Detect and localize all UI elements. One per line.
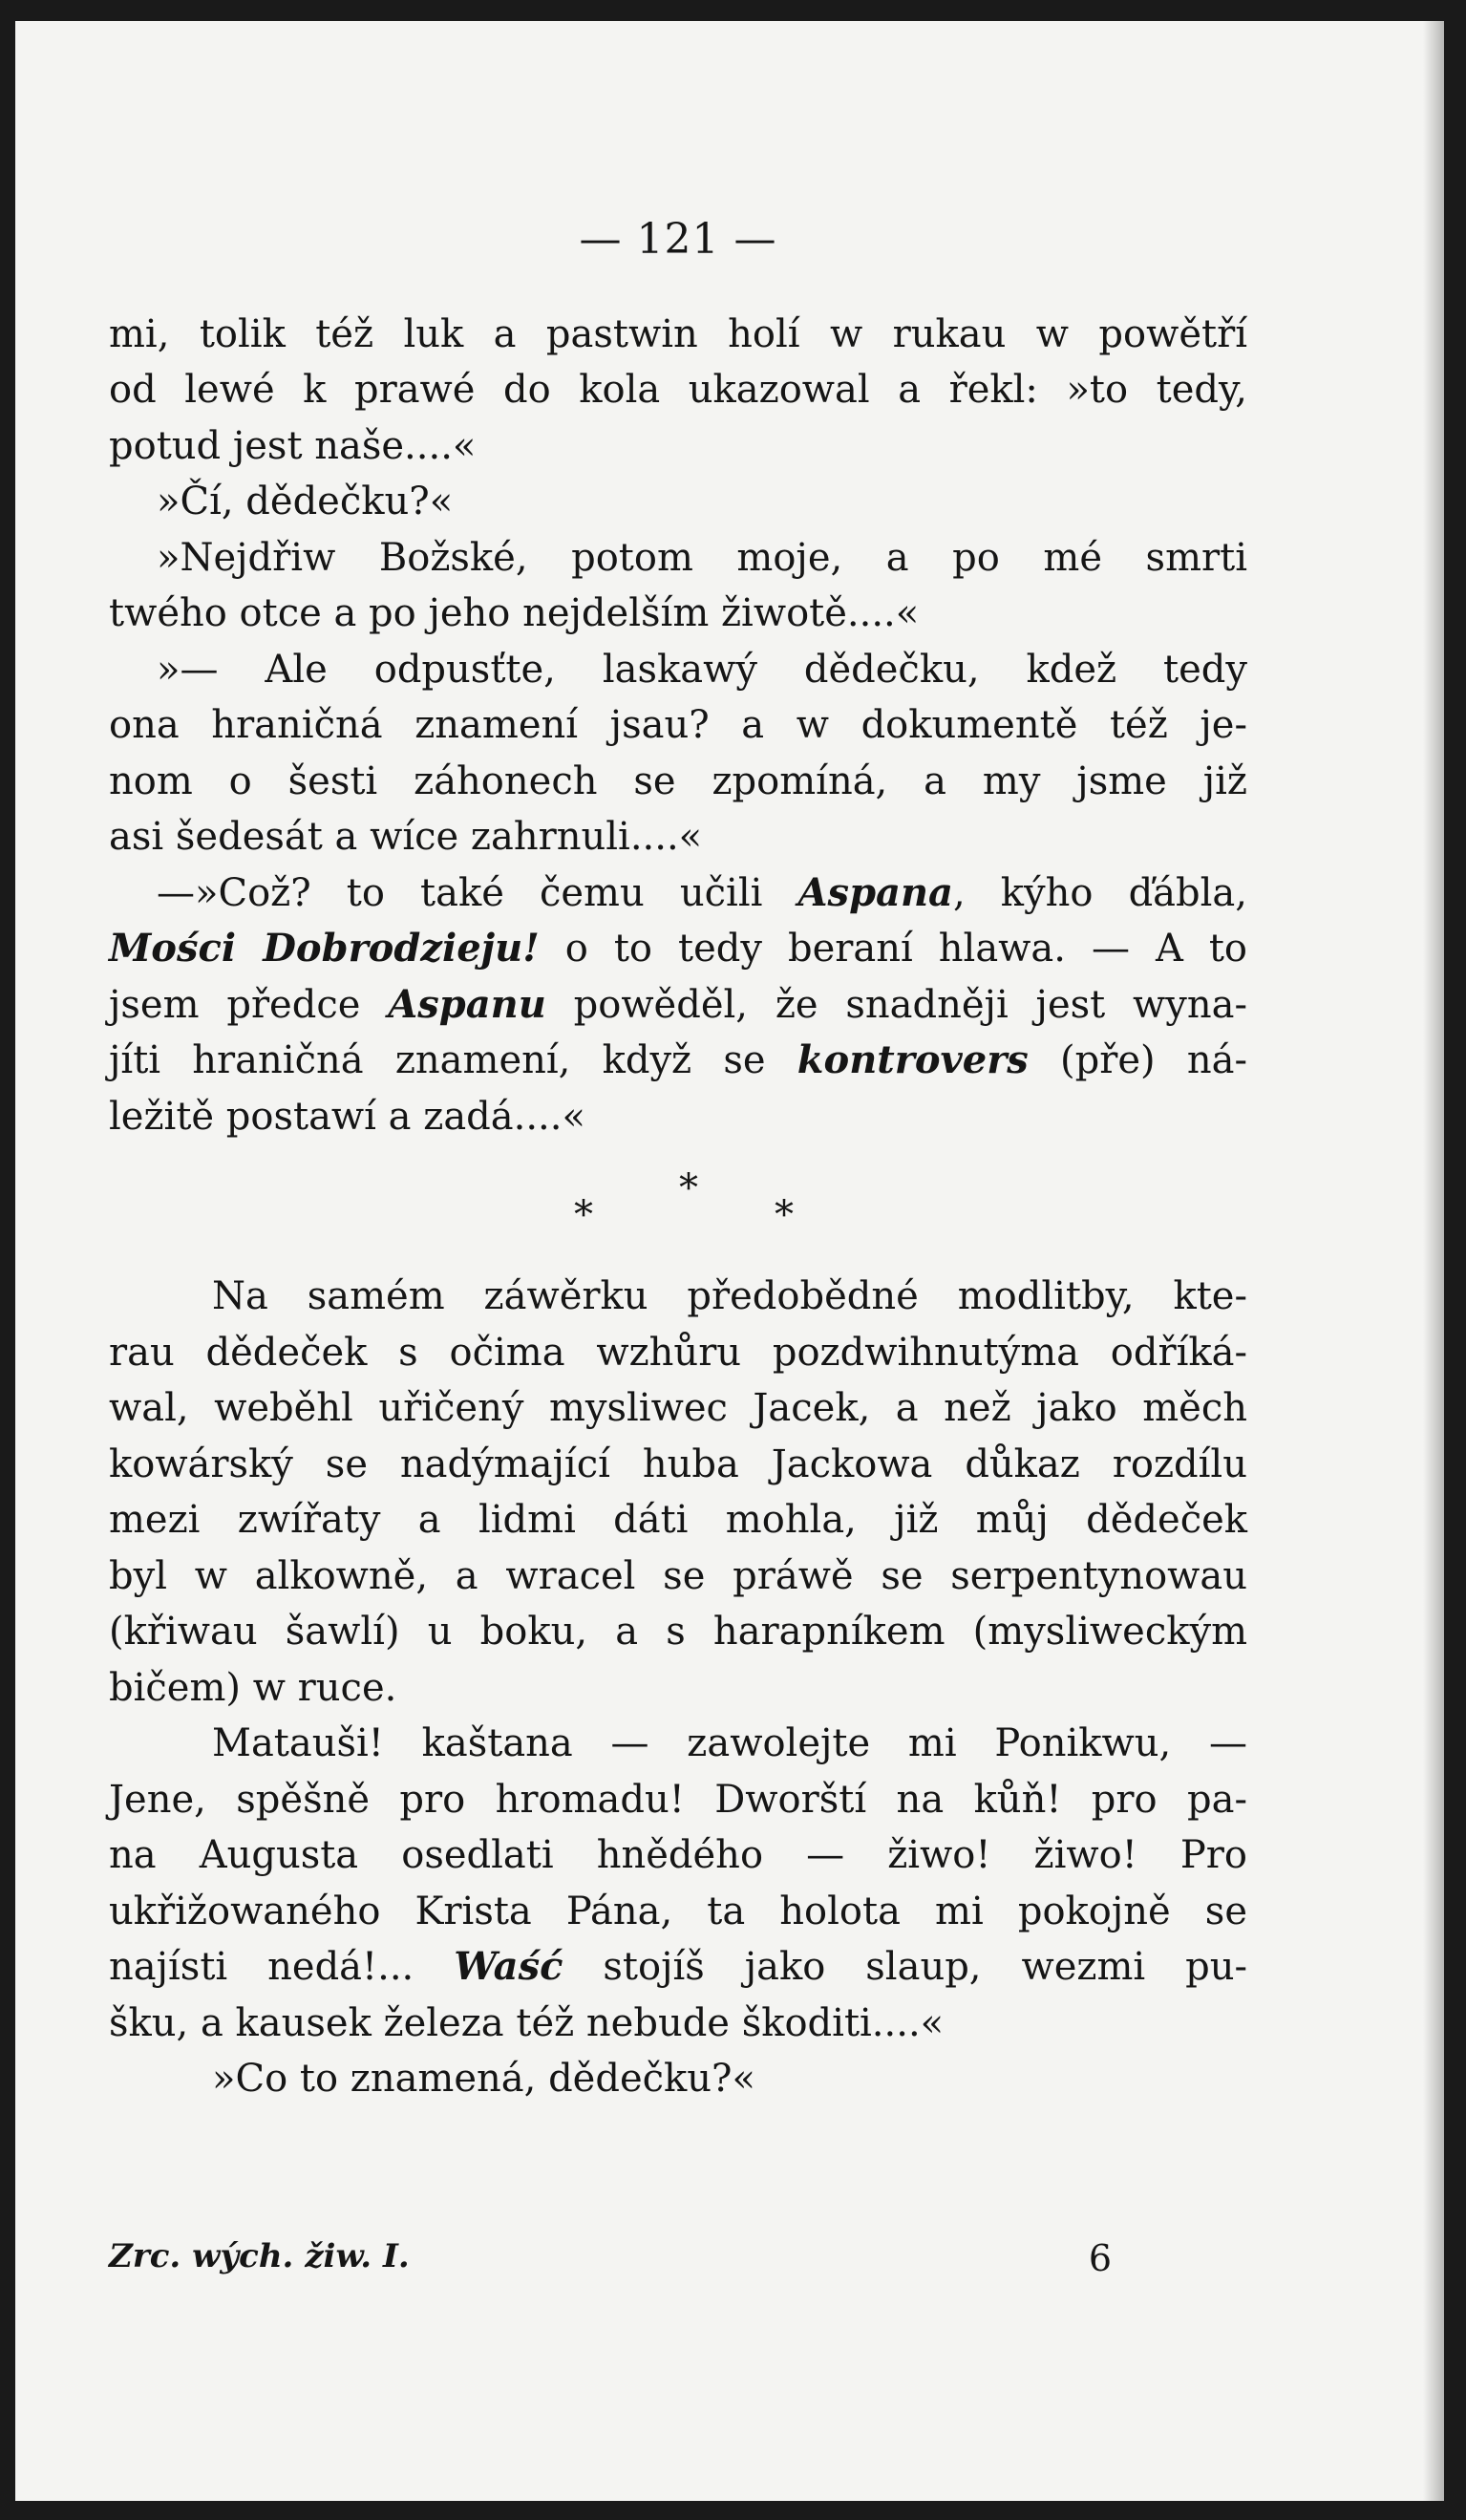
text-line: šku, a kausek železa též nebude škoditi....« xyxy=(109,2000,945,2045)
paragraph xyxy=(109,642,1247,865)
page-number: — 121 — xyxy=(579,215,777,264)
text-line xyxy=(109,977,1247,1034)
paragraph xyxy=(109,865,1247,1145)
text-run: jíti hraničná znamení, když se xyxy=(109,1038,797,1082)
paragraph xyxy=(109,2051,1247,2107)
asterisk: * xyxy=(574,1193,593,1237)
text-run: powěděl, že snadněji jest wyna- xyxy=(545,982,1247,1027)
text-line: wal, weběhl uřičený mysliwec Jacek, a než jako měch xyxy=(109,1386,1247,1430)
text-run: o to tedy beraní hlawa. — A to xyxy=(539,927,1248,971)
sheet-number: 6 xyxy=(1088,2237,1112,2279)
text-line: ona hraničná znamení jsau? a w dokumentě též je- xyxy=(109,703,1247,747)
text-run: najísti nedá!... xyxy=(109,1945,455,1989)
text-line: bičem) w ruce. xyxy=(109,1665,397,1710)
text-line: mezi zwířaty a lidmi dáti mohla, již můj dědeček xyxy=(109,1498,1247,1542)
paragraph xyxy=(109,474,1247,530)
text-run: , kýho ďábla, xyxy=(952,870,1247,915)
asterisk: * xyxy=(775,1193,794,1237)
text-line: Matauši! kaštana — zawolejte mi Ponikwu, — xyxy=(212,1721,1247,1765)
text-line xyxy=(109,921,1247,977)
text-line: twého otce a po jeho nejdelším žiwotě....« xyxy=(109,591,920,635)
text-line: Na samém záwěrku předobědné modlitby, kte- xyxy=(212,1274,1247,1318)
paragraph xyxy=(109,1716,1247,2051)
page-edge-shadow xyxy=(1423,21,1444,2501)
text-line: na Augusta osedlati hnědého — žiwo! žiwo! Pro xyxy=(109,1833,1247,1877)
italic-word: Waść xyxy=(454,1944,563,1989)
section-separator xyxy=(109,1144,1247,1269)
text-line: asi šedesát a wíce zahrnuli....« xyxy=(109,815,703,859)
text-line: »Nejdřiw Božské, potom moje, a po mé smrti xyxy=(157,535,1247,580)
book-page xyxy=(15,21,1444,2501)
text-block xyxy=(109,212,1247,2107)
text-run: —»Což? to také čemu učili xyxy=(157,870,798,915)
text-line: kowárský se nadýmající huba Jackowa důkaz rozdílu xyxy=(109,1442,1247,1486)
text-line xyxy=(109,1033,1247,1089)
text-line: »Co to znamená, dědečku?« xyxy=(212,2057,755,2101)
text-run: stojíš jako slaup, wezmi pu- xyxy=(563,1945,1248,1989)
text-line: rau dědeček s očima wzhůru pozdwihnutýma odříká- xyxy=(109,1330,1247,1375)
italic-name: Aspana xyxy=(797,869,953,915)
text-line: ležitě postawí a zadá....« xyxy=(109,1094,585,1139)
text-run: (pře) ná- xyxy=(1028,1038,1247,1082)
paragraph xyxy=(109,307,1247,475)
text-line: od lewé k prawé do kola ukazowal a řekl: »to tedy, xyxy=(109,368,1247,412)
text-line xyxy=(109,1939,1247,1996)
text-line: (křiwau šawlí) u boku, a s harapníkem (mysliweckým xyxy=(109,1610,1247,1654)
text-line: »Čí, dědečku?« xyxy=(157,480,454,523)
text-line: ukřižowaného Krista Pána, ta holota mi pokojně se xyxy=(109,1889,1247,1933)
text-line: byl w alkowně, a wracel se práwě se serpentynowau xyxy=(109,1553,1247,1598)
text-line: mi, tolik též luk a pastwin holí w rukau w powětří xyxy=(109,311,1247,356)
text-run: jsem předce xyxy=(109,982,389,1027)
italic-phrase: Mości Dobrodzieju! xyxy=(109,926,540,971)
asterisk: * xyxy=(679,1166,698,1210)
printer-signature xyxy=(109,2237,1112,2279)
paragraph xyxy=(109,530,1247,642)
text-line: potud jest naše....« xyxy=(109,423,477,468)
paragraph xyxy=(109,1269,1247,1716)
text-line: Jene, spěšně pro hromadu! Dworští na kůň! pro pa- xyxy=(109,1777,1247,1822)
text-line: »— Ale odpusťte, laskawý dědečku, kdež tedy xyxy=(157,647,1247,692)
text-line: nom o šesti záhonech se zpomíná, a my jsme již xyxy=(109,758,1247,803)
text-line xyxy=(109,865,1247,922)
italic-name: Aspanu xyxy=(388,981,546,1027)
signature-mark: Zrc. wých. žiw. I. xyxy=(109,2237,410,2275)
italic-word: kontrovers xyxy=(797,1037,1029,1082)
